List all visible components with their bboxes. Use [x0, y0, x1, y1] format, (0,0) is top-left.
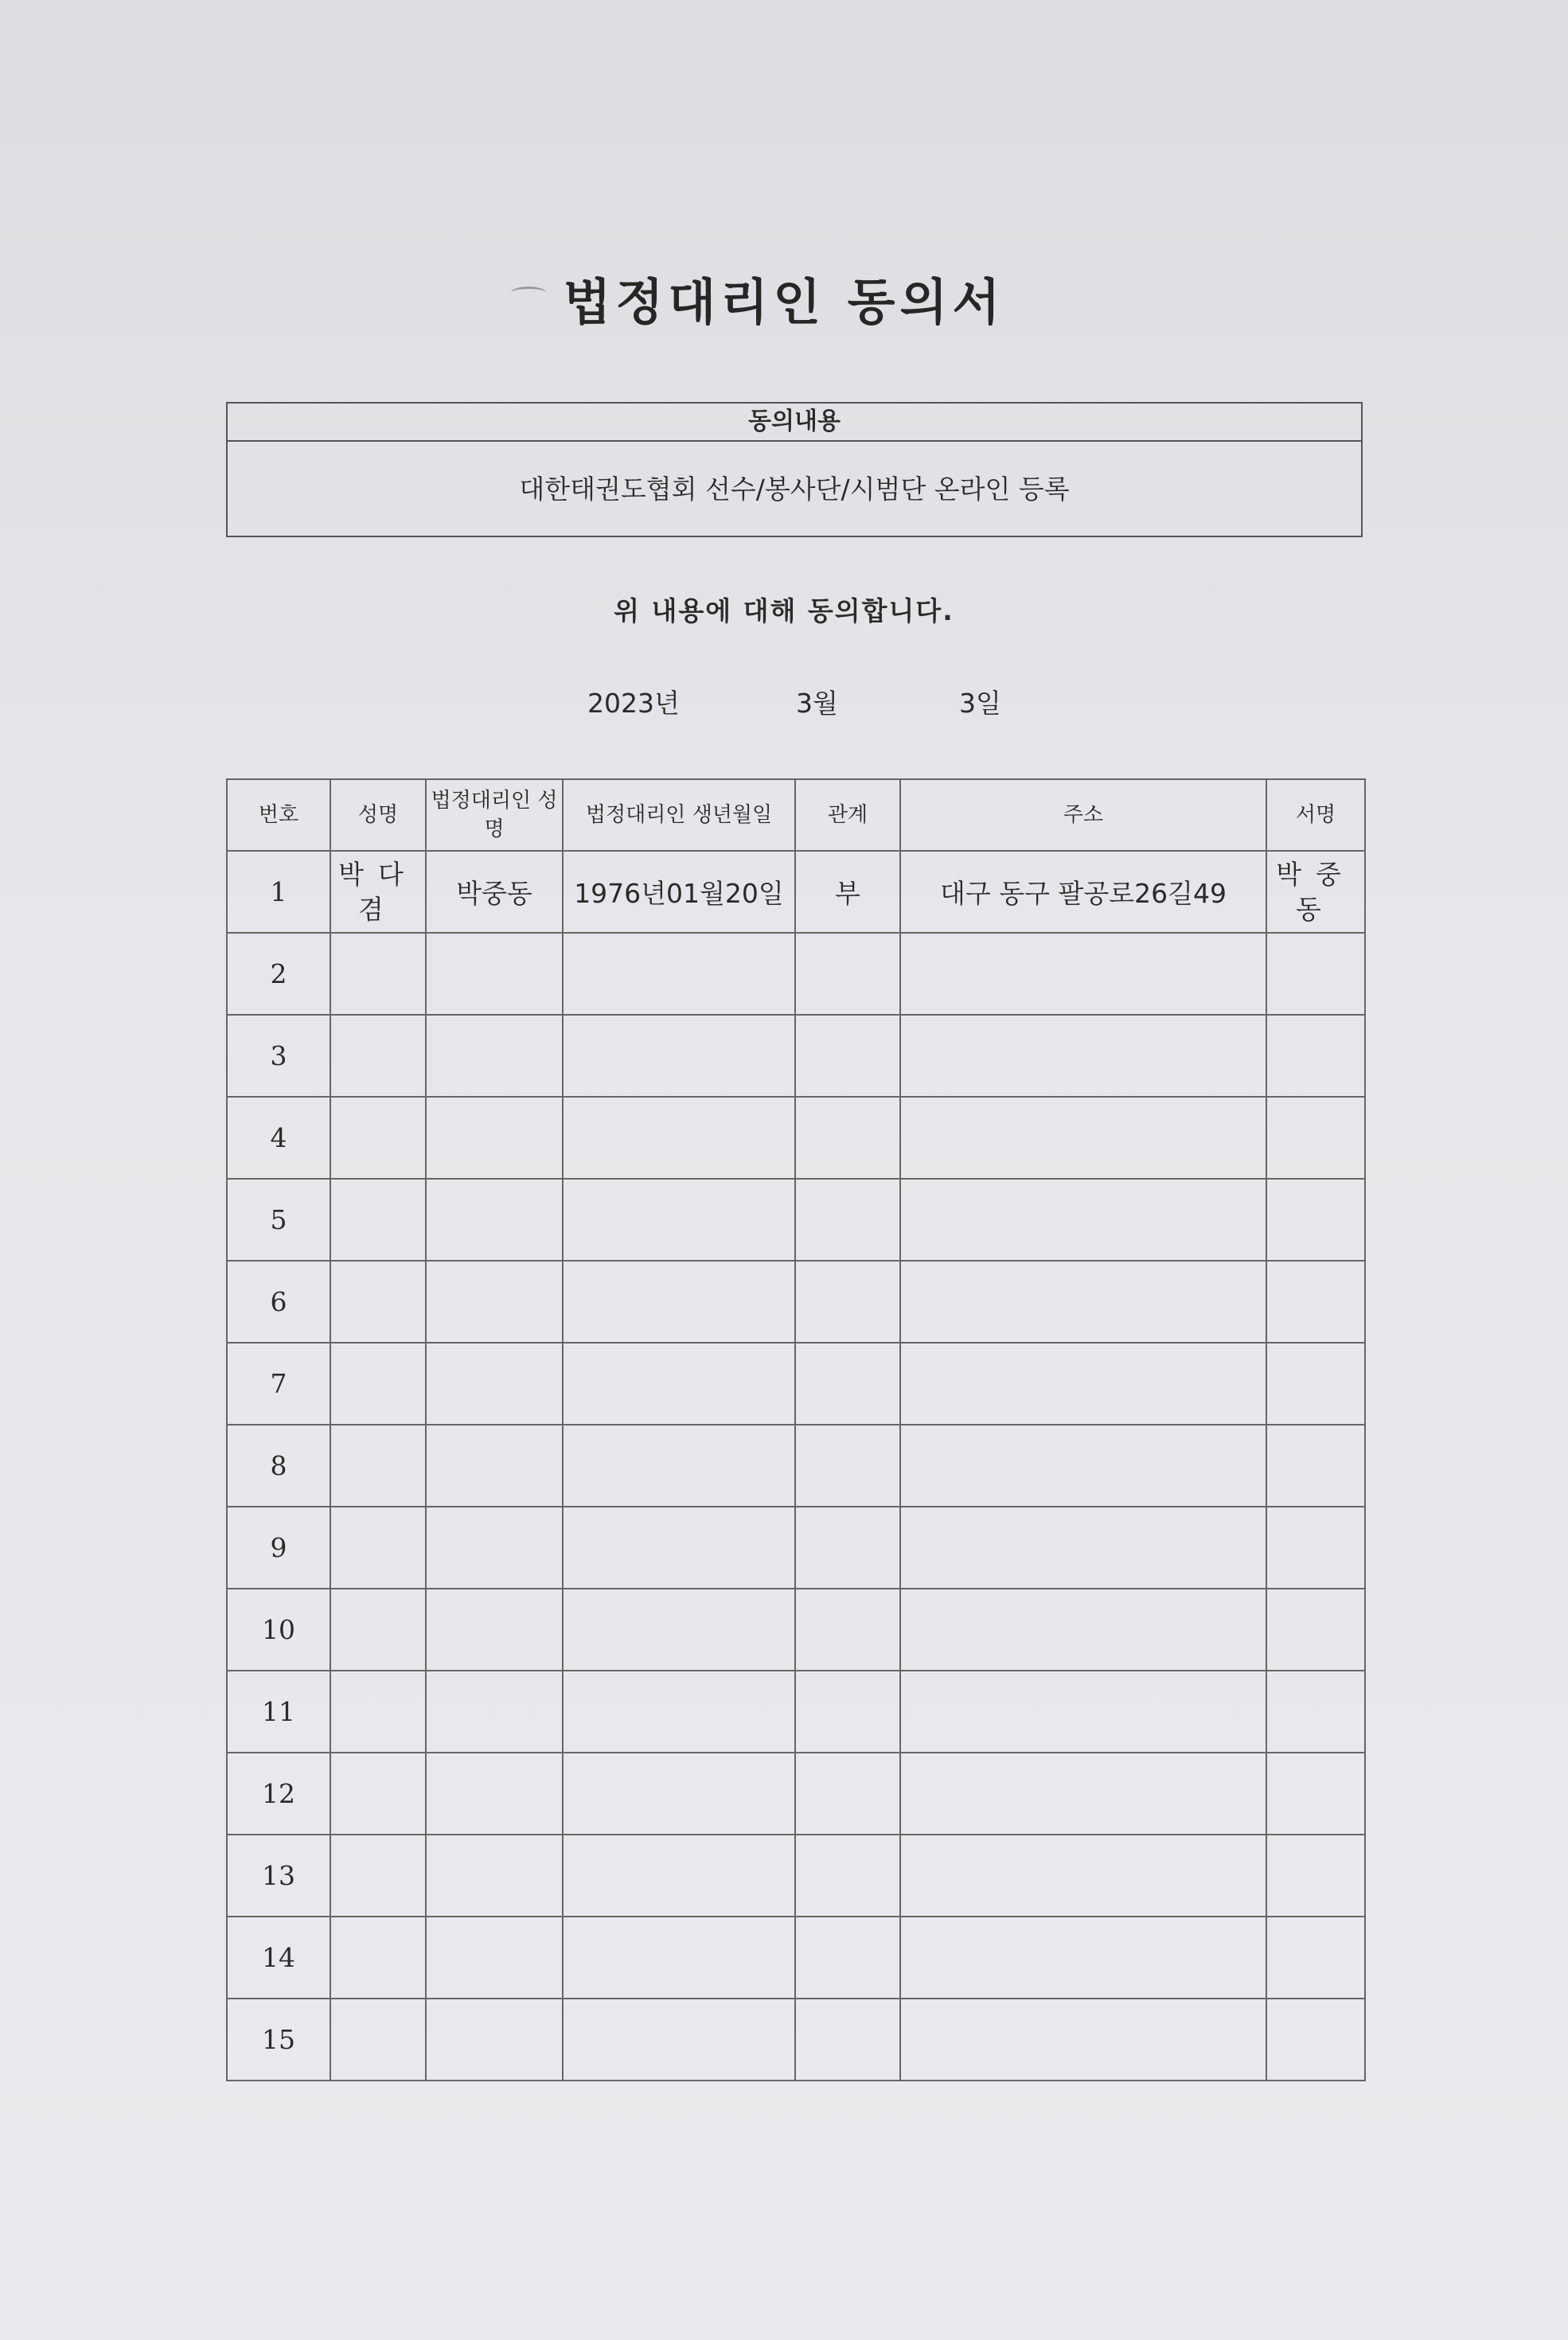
row-guardian-name: [426, 1425, 563, 1507]
row-guardian-name: [426, 1917, 563, 1999]
row-relation: [795, 1261, 900, 1343]
row-name: [330, 1179, 426, 1261]
header-address: 주소: [900, 779, 1266, 851]
row-signature: [1266, 1097, 1365, 1179]
row-guardian-birth: [563, 1507, 795, 1589]
table-row: [227, 1507, 1365, 1589]
row-relation: [795, 1015, 900, 1097]
row-guardian-birth: [563, 1097, 795, 1179]
row-guardian-birth: [563, 1753, 795, 1835]
row-name: [330, 1753, 426, 1835]
row-relation: [795, 1097, 900, 1179]
row-signature: 박중동: [1266, 851, 1365, 933]
table-row: [227, 1015, 1365, 1097]
row-signature: [1266, 1589, 1365, 1671]
header-guardian-birth: 법정대리인 생년월일: [563, 779, 795, 851]
row-signature: [1266, 1507, 1365, 1589]
header-number: 번호: [227, 779, 330, 851]
header-name: 성명: [330, 779, 426, 851]
row-address: [900, 1179, 1266, 1261]
row-name: [330, 1097, 426, 1179]
row-relation: [795, 1999, 900, 2081]
row-address: [900, 1507, 1266, 1589]
row-number: 2: [227, 933, 330, 1015]
row-signature: [1266, 1917, 1365, 1999]
row-address: [900, 1917, 1266, 1999]
row-guardian-name: [426, 1343, 563, 1425]
table-row: [227, 1917, 1365, 1999]
row-guardian-birth: [563, 1425, 795, 1507]
table-header-row: [227, 779, 1365, 851]
row-name: [330, 1015, 426, 1097]
row-number: 15: [227, 1999, 330, 2081]
table-row: [227, 1835, 1365, 1917]
row-number: 8: [227, 1425, 330, 1507]
row-signature: [1266, 1835, 1365, 1917]
row-guardian-name: [426, 1999, 563, 2081]
row-guardian-name: [426, 1179, 563, 1261]
row-address: [900, 1753, 1266, 1835]
consent-header: 동의내용: [228, 404, 1361, 442]
row-signature: [1266, 1671, 1365, 1753]
agreement-statement: 위 내용에 대해 동의합니다.: [614, 595, 954, 626]
row-number: 7: [227, 1343, 330, 1425]
consent-content: 대한태권도협회 선수/봉사단/시범단 온라인 등록: [519, 474, 1070, 505]
table-row: [227, 1589, 1365, 1671]
row-name: [330, 1589, 426, 1671]
row-guardian-birth: [563, 1261, 795, 1343]
row-guardian-name: [426, 1507, 563, 1589]
row-address: [900, 1343, 1266, 1425]
row-relation: [795, 933, 900, 1015]
row-address: [900, 933, 1266, 1015]
row-signature: [1266, 1753, 1365, 1835]
row-name: [330, 1835, 426, 1917]
row-number: 11: [227, 1671, 330, 1753]
table-row: [227, 1261, 1365, 1343]
document-title: 법정대리인 동의서: [563, 273, 1005, 331]
table-row: [227, 1097, 1365, 1179]
table-row: [227, 1179, 1365, 1261]
row-number: 12: [227, 1753, 330, 1835]
table-row: [227, 933, 1365, 1015]
row-name: [330, 1261, 426, 1343]
row-guardian-name: [426, 1753, 563, 1835]
row-relation: [795, 1917, 900, 1999]
row-signature: [1266, 1425, 1365, 1507]
row-name: [330, 1999, 426, 2081]
row-name: [330, 1343, 426, 1425]
table-row: [227, 1343, 1365, 1425]
consent-content-box: [226, 402, 1363, 537]
row-guardian-name: [426, 1589, 563, 1671]
row-guardian-birth: [563, 1917, 795, 1999]
row-guardian-name: [426, 1015, 563, 1097]
row-relation: [795, 1753, 900, 1835]
row-signature: [1266, 1261, 1365, 1343]
row-guardian-birth: [563, 1179, 795, 1261]
row-number: 10: [227, 1589, 330, 1671]
row-signature: [1266, 1015, 1365, 1097]
row-number: 13: [227, 1835, 330, 1917]
row-guardian-birth: [563, 1343, 795, 1425]
row-name: [330, 1671, 426, 1753]
row-number: 4: [227, 1097, 330, 1179]
row-number: 14: [227, 1917, 330, 1999]
date-year: 2023년: [587, 688, 680, 719]
row-guardian-birth: 1976년01월20일: [563, 851, 795, 933]
date-day: 3일: [959, 688, 1001, 719]
row-guardian-name: [426, 1097, 563, 1179]
row-relation: [795, 1835, 900, 1917]
header-guardian-name: 법정대리인 성명: [426, 779, 563, 851]
table-row: [227, 1425, 1365, 1507]
row-guardian-birth: [563, 1015, 795, 1097]
row-guardian-name: 박중동: [426, 851, 563, 933]
row-address: [900, 1999, 1266, 2081]
table-row: [227, 851, 1365, 933]
registration-table: [226, 778, 1366, 2081]
date-month: 3월: [796, 688, 838, 719]
row-relation: [795, 1671, 900, 1753]
row-name: [330, 1507, 426, 1589]
row-address: [900, 1015, 1266, 1097]
row-guardian-birth: [563, 1589, 795, 1671]
row-signature: [1266, 1179, 1365, 1261]
row-address: 대구 동구 팔공로26길49: [900, 851, 1266, 933]
row-signature: [1266, 1343, 1365, 1425]
row-relation: [795, 1343, 900, 1425]
table-row: [227, 1671, 1365, 1753]
row-relation: [795, 1507, 900, 1589]
row-address: [900, 1097, 1266, 1179]
row-guardian-name: [426, 933, 563, 1015]
row-guardian-birth: [563, 1999, 795, 2081]
header-signature: 서명: [1266, 779, 1365, 851]
row-number: 9: [227, 1507, 330, 1589]
row-number: 1: [227, 851, 330, 933]
row-signature: [1266, 933, 1365, 1015]
row-guardian-name: [426, 1261, 563, 1343]
table-row: [227, 1999, 1365, 2081]
row-name: [330, 1917, 426, 1999]
row-number: 3: [227, 1015, 330, 1097]
row-guardian-name: [426, 1835, 563, 1917]
row-address: [900, 1261, 1266, 1343]
row-relation: [795, 1179, 900, 1261]
row-name: [330, 1425, 426, 1507]
row-address: [900, 1835, 1266, 1917]
row-address: [900, 1425, 1266, 1507]
row-address: [900, 1589, 1266, 1671]
row-number: 6: [227, 1261, 330, 1343]
row-relation: [795, 1425, 900, 1507]
row-guardian-birth: [563, 1671, 795, 1753]
row-name: 박다겸: [330, 851, 426, 933]
row-name: [330, 933, 426, 1015]
row-number: 5: [227, 1179, 330, 1261]
table-row: [227, 1753, 1365, 1835]
row-guardian-name: [426, 1671, 563, 1753]
row-signature: [1266, 1999, 1365, 2081]
row-relation: 부: [795, 851, 900, 933]
header-relation: 관계: [795, 779, 900, 851]
row-guardian-birth: [563, 933, 795, 1015]
row-guardian-birth: [563, 1835, 795, 1917]
row-relation: [795, 1589, 900, 1671]
row-address: [900, 1671, 1266, 1753]
